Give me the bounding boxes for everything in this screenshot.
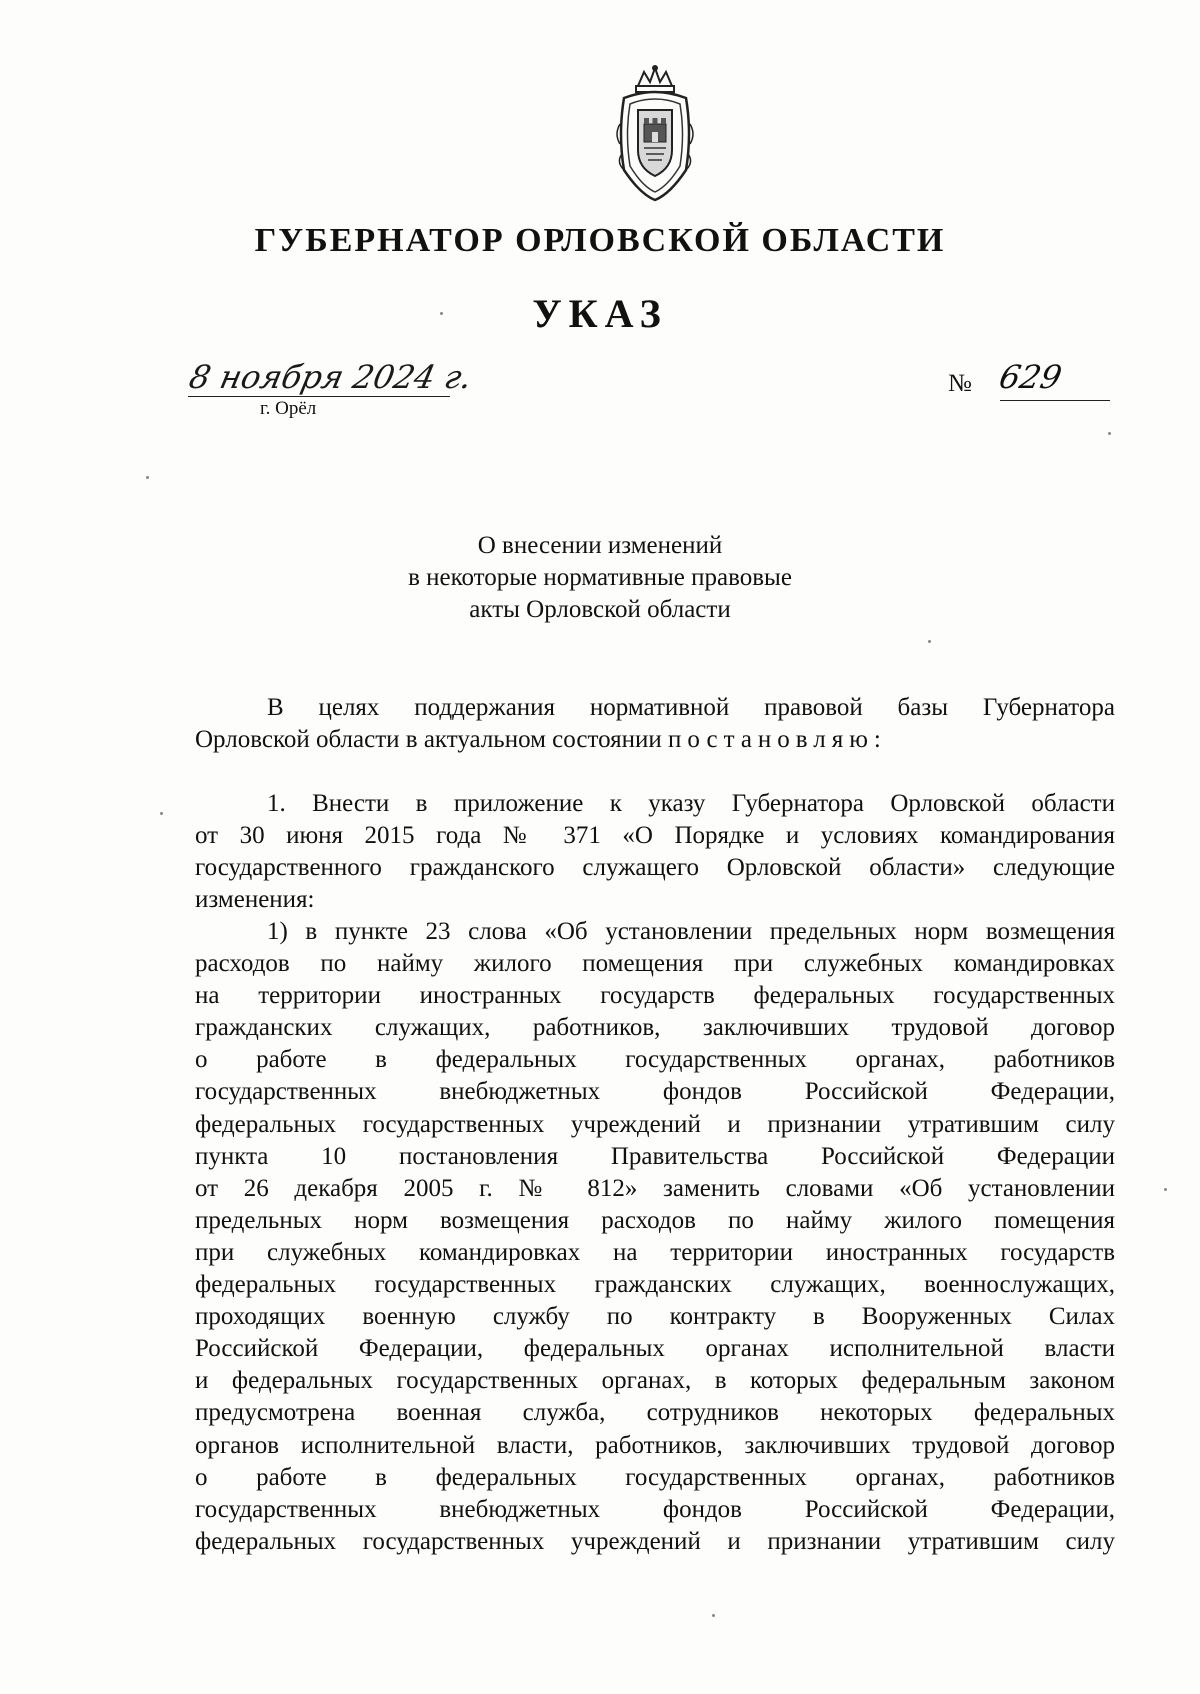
text-line: В целях поддержания нормативной правовой базы Губернатора xyxy=(267,694,1115,721)
text-line: федеральных государственных учреждений и признании утратившим силу xyxy=(195,1110,1115,1138)
text-line: государственных внебюджетных фондов Российской Федерации, xyxy=(195,1495,1115,1523)
title-line: акты Орловской области xyxy=(469,596,731,623)
city-of-issue: г. Орёл xyxy=(260,398,317,419)
title-line: О внесении изменений xyxy=(477,532,723,559)
text-line: изменения: xyxy=(195,886,315,914)
text-line: 1. Внести в приложение к указу Губернатора Орловской области xyxy=(267,790,1115,817)
text-line xyxy=(195,724,1115,756)
text-line: государственных внебюджетных фондов Российской Федерации, xyxy=(195,1078,1115,1106)
title-line: в некоторые нормативные правовые xyxy=(408,564,792,591)
text-line: от 30 июня 2015 года № 371 «О Порядке и условиях командирования xyxy=(195,822,1115,850)
decree-word: постановляю: xyxy=(668,726,887,754)
document-type: УКАЗ xyxy=(532,291,668,336)
coat-of-arms-icon xyxy=(610,64,700,204)
text-line: Российской Федерации, федеральных органах исполнительной власти xyxy=(195,1335,1115,1363)
text-line: при служебных командировках на территории иностранных государств xyxy=(195,1238,1115,1266)
text-line: пункта 10 постановления Правительства Российской Федерации xyxy=(195,1142,1115,1170)
text-line: предельных норм возмещения расходов по найму жилого помещения xyxy=(195,1206,1115,1234)
text-line: проходящих военную службу по контракту в Вооруженных Силах xyxy=(195,1303,1115,1331)
text-line: о работе в федеральных государственных органах, работников xyxy=(195,1046,1115,1074)
text-line: и федеральных государственных органах, в которых федеральным законом xyxy=(195,1367,1115,1395)
scan-speck xyxy=(146,476,149,479)
text-line: органов исполнительной власти, работников, заключивших трудовой договор xyxy=(195,1431,1115,1459)
scan-speck xyxy=(1108,432,1111,435)
item-1-paragraph xyxy=(195,788,1115,916)
issuing-authority: ГУБЕРНАТОР ОРЛОВСКОЙ ОБЛАСТИ xyxy=(254,222,946,259)
scan-speck xyxy=(928,640,931,643)
number-underline xyxy=(1000,400,1110,401)
text-line: федеральных государственных учреждений и признании утратившим силу xyxy=(195,1527,1115,1555)
text-line: федеральных государственных гражданских служащих, военнослужащих, xyxy=(195,1271,1115,1299)
text-line: на территории иностранных государств федеральных государственных xyxy=(195,982,1115,1010)
scan-speck xyxy=(1164,1188,1167,1191)
text-line: 1) в пункте 23 слова «Об установлении предельных норм возмещения xyxy=(267,918,1115,945)
text-line: расходов по найму жилого помещения при служебных командировках xyxy=(195,950,1115,978)
text-line: государственного гражданского служащего Орловской области» следующие xyxy=(195,854,1115,882)
document-title xyxy=(0,530,1200,626)
scan-speck xyxy=(712,1614,715,1617)
text-fragment: Орловской области в актуальном состоянии xyxy=(195,726,662,754)
scan-speck xyxy=(160,812,163,815)
number-sign: № xyxy=(948,370,972,397)
handwritten-number: 629 xyxy=(995,358,1066,396)
preamble-paragraph xyxy=(195,692,1115,756)
subitem-1-paragraph xyxy=(195,916,1115,1558)
text-line: о работе в федеральных государственных органах, работников xyxy=(195,1463,1115,1491)
date-underline xyxy=(188,396,450,397)
handwritten-date: 8 ноября 2024 г. xyxy=(185,358,476,396)
text-line: предусмотрена военная служба, сотрудников некоторых федеральных xyxy=(195,1399,1115,1427)
text-line: от 26 декабря 2005 г. № 812» заменить словами «Об установлении xyxy=(195,1174,1115,1202)
text-line: гражданских служащих, работников, заключивших трудовой договор xyxy=(195,1014,1115,1042)
scan-speck xyxy=(440,312,443,315)
